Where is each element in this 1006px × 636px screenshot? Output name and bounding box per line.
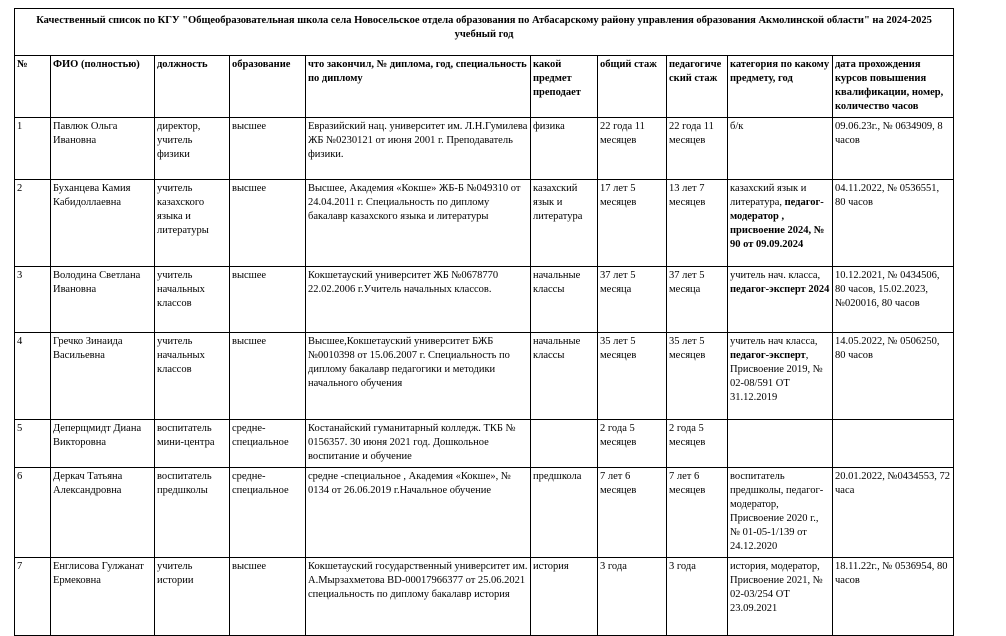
cell-num: 5: [15, 420, 51, 468]
cell-courses: 09.06.23г., № 0634909, 8 часов: [833, 118, 954, 180]
cell-num: 1: [15, 118, 51, 180]
table-row: [15, 267, 954, 333]
table-row: [15, 558, 954, 636]
cell-position: учитель начальных классов: [155, 267, 230, 333]
title-row: [15, 9, 954, 56]
cell-graduated: Высшее, Академия «Кокше» ЖБ-Б №049310 от 24.04.2011 г. Специальность по диплому бакалавр казахского языка и литературы: [306, 180, 531, 267]
cell-subject: казахский язык и литература: [531, 180, 598, 267]
cell-category: [728, 267, 833, 333]
table-row: [15, 333, 954, 420]
cell-category: [728, 420, 833, 468]
category-level-bold: педагог-эксперт 2024: [730, 284, 830, 295]
cell-ped-experience: 22 года 11 месяцев: [667, 118, 728, 180]
cell-ped-experience: 35 лет 5 месяцев: [667, 333, 728, 420]
cell-position: учитель казахского языка и литературы: [155, 180, 230, 267]
header-row: [15, 56, 954, 118]
cell-category: [728, 180, 833, 267]
cell-education: высшее: [230, 267, 306, 333]
cell-education: средне-специальное: [230, 468, 306, 558]
table-row: [15, 468, 954, 558]
cell-ped-experience: 2 года 5 месяцев: [667, 420, 728, 468]
cell-subject: предшкола: [531, 468, 598, 558]
header-graduated: что закончил, № диплома, год, специальность по диплому: [306, 56, 531, 118]
cell-courses: 18.11.22г., № 0536954, 80 часов: [833, 558, 954, 636]
cell-fio: Деркач Татьяна Александровна: [51, 468, 155, 558]
cell-education: средне-специальное: [230, 420, 306, 468]
cell-graduated: средне -специальное , Академия «Кокше», № 0134 от 26.06.2019 г.Начальное обучение: [306, 468, 531, 558]
cell-fio: Павлюк Ольга Ивановна: [51, 118, 155, 180]
cell-courses: 04.11.2022, № 0536551, 80 часов: [833, 180, 954, 267]
category-level-bold: педагог-модератор , присвоение 2024, № 90 от 09.09.2024: [730, 197, 825, 250]
cell-subject: начальные классы: [531, 333, 598, 420]
cell-num: 6: [15, 468, 51, 558]
category-text: учитель нач. класса,: [730, 270, 821, 281]
header-total-experience: общий стаж: [598, 56, 667, 118]
cell-num: 4: [15, 333, 51, 420]
cell-fio: Гречко Зинаида Васильевна: [51, 333, 155, 420]
cell-ped-experience: 13 лет 7 месяцев: [667, 180, 728, 267]
category-text: история, модератор, Присвоение 2021, № 02-03/254 ОТ 23.09.2021: [730, 561, 823, 614]
header-ped-experience: педагогический стаж: [667, 56, 728, 118]
cell-courses: 10.12.2021, № 0434506, 80 часов, 15.02.2023, №020016, 80 часов: [833, 267, 954, 333]
cell-num: 3: [15, 267, 51, 333]
cell-fio: Буханцева Камия Кабидоллаевна: [51, 180, 155, 267]
cell-subject: начальные классы: [531, 267, 598, 333]
cell-ped-experience: 37 лет 5 месяца: [667, 267, 728, 333]
cell-education: высшее: [230, 333, 306, 420]
cell-num: 7: [15, 558, 51, 636]
cell-graduated: Евразийский нац. университет им. Л.Н.Гумилева ЖБ №0230121 от июня 2001 г. Преподаватель физики.: [306, 118, 531, 180]
cell-ped-experience: 7 лет 6 месяцев: [667, 468, 728, 558]
cell-position: учитель истории: [155, 558, 230, 636]
cell-total-experience: 17 лет 5 месяцев: [598, 180, 667, 267]
cell-education: высшее: [230, 118, 306, 180]
cell-courses: 20.01.2022, №0434553, 72 часа: [833, 468, 954, 558]
table-row: [15, 118, 954, 180]
header-num: №: [15, 56, 51, 118]
cell-total-experience: 3 года: [598, 558, 667, 636]
header-position: должность: [155, 56, 230, 118]
cell-position: учитель начальных классов: [155, 333, 230, 420]
header-category: категория по какому предмету, год: [728, 56, 833, 118]
header-courses: дата прохождения курсов повышения квалификации, номер, количество часов: [833, 56, 954, 118]
cell-subject: физика: [531, 118, 598, 180]
cell-graduated: Костанайский гуманитарный колледж. ТКБ № 0156357. 30 июня 2021 год. Дошкольное воспитание и обучение: [306, 420, 531, 468]
category-text: б/к: [730, 121, 744, 132]
header-subject: какой предмет преподает: [531, 56, 598, 118]
category-text: учитель нач класса,: [730, 336, 818, 347]
cell-subject: история: [531, 558, 598, 636]
document-page: [14, 8, 953, 636]
category-level-bold: педагог-эксперт: [730, 350, 806, 361]
table-row: [15, 420, 954, 468]
category-text: воспитатель предшколы, педагог-модератор, Присвоение 2020 г., № 01-05-1/139 от 24.12.2020: [730, 471, 824, 552]
cell-num: 2: [15, 180, 51, 267]
cell-total-experience: 7 лет 6 месяцев: [598, 468, 667, 558]
cell-education: высшее: [230, 180, 306, 267]
cell-position: воспитатель мини-центра: [155, 420, 230, 468]
cell-fio: Володина Светлана Ивановна: [51, 267, 155, 333]
cell-education: высшее: [230, 558, 306, 636]
cell-graduated: Кокшетауский государственный университет им. А.Мырзахметова BD-00017966377 от 25.06.2021 специальность по диплому бакалавр история: [306, 558, 531, 636]
cell-total-experience: 2 года 5 месяцев: [598, 420, 667, 468]
cell-fio: Деперщмидт Диана Викторовна: [51, 420, 155, 468]
document-title: Качественный список по КГУ "Общеобразовательная школа села Новосельское отдела образования по Атбасарскому району управления образования Акмолинской области" на 2024-2025 учебный год: [15, 9, 954, 56]
cell-courses: 14.05.2022, № 0506250, 80 часов: [833, 333, 954, 420]
cell-ped-experience: 3 года: [667, 558, 728, 636]
cell-category: [728, 333, 833, 420]
staff-table: [14, 8, 954, 636]
cell-total-experience: 22 года 11 месяцев: [598, 118, 667, 180]
cell-graduated: Кокшетауский университет ЖБ №0678770 22.02.2006 г.Учитель начальных классов.: [306, 267, 531, 333]
cell-category: [728, 118, 833, 180]
cell-subject: [531, 420, 598, 468]
cell-courses: [833, 420, 954, 468]
cell-category: [728, 558, 833, 636]
cell-position: воспитатель предшколы: [155, 468, 230, 558]
category-text: казахский язык и литература,: [730, 183, 807, 208]
cell-total-experience: 35 лет 5 месяцев: [598, 333, 667, 420]
table-row: [15, 180, 954, 267]
header-fio: ФИО (полностью): [51, 56, 155, 118]
cell-position: директор, учитель физики: [155, 118, 230, 180]
cell-fio: Енглисова Гулжанат Ермековна: [51, 558, 155, 636]
cell-graduated: Высшее,Кокшетауский университет БЖБ №0010398 от 15.06.2007 г. Специальность по диплому бакалавр педагогики и методики начального обучения: [306, 333, 531, 420]
header-education: образование: [230, 56, 306, 118]
cell-category: [728, 468, 833, 558]
category-tail: , Присвоение 2019, № 02-08/591 ОТ 31.12.2019: [730, 350, 823, 403]
cell-total-experience: 37 лет 5 месяца: [598, 267, 667, 333]
